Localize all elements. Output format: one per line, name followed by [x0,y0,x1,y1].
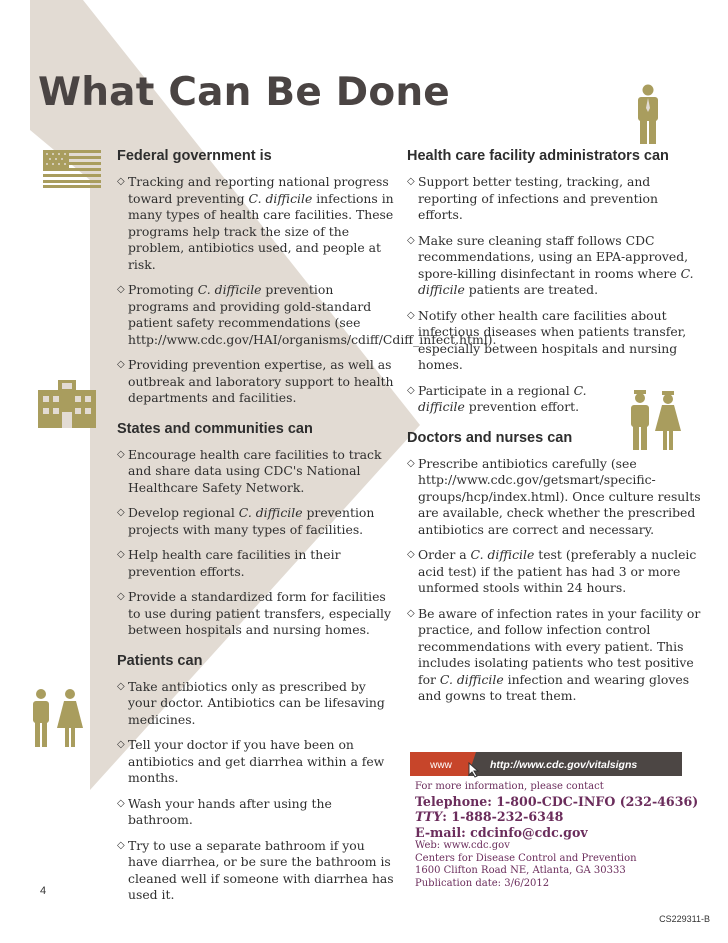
list-item: ◇ Notify other health care facilities about infectious diseases when patients transfer, especially between hospitals and nursing homes. [407,308,702,374]
list-item: ◇ Support better testing, tracking, and reporting of infections and prevention efforts. [407,174,702,224]
contact-info [415,781,715,890]
email: E-mail: cdcinfo@cdc.gov [415,824,588,840]
publication-date: Publication date: 3/6/2012 [415,877,550,889]
www-label: www [430,760,452,771]
list-item: ◇ Participate in a regional C. difficile prevention effort. [407,383,702,416]
org-name: Centers for Disease Control and Prevention [415,852,637,864]
list-item: ◇ Wash your hands after using the bathroom. [117,796,397,829]
states-heading: States and communities can [117,420,313,437]
list-item: ◇ Tracking and reporting national progress toward preventing C. difficile infections in many types of health care facilities. These programs help track the size of the problem, antibiotics used, and people at risk. [117,174,397,273]
list-item: ◇ Promoting C. difficile prevention programs and providing gold-standard patient safety recommendations (see http://www.cdc.gov/HAI/organisms/cdiff/Cdiff_infect.html). [117,282,397,348]
page-number: 4 [40,885,47,897]
list-item: ◇ Take antibiotics only as prescribed by your doctor. Antibiotics can be lifesaving medicines. [117,679,397,729]
states-section [117,421,397,639]
list-item: ◇ Develop regional C. difficile prevention projects with many types of facilities. [117,505,397,538]
list-item: ◇ Try to use a separate bathroom if you have diarrhea, or be sure the bathroom is cleaned well if someone with diarrhea has used it. [117,838,397,904]
patients-heading: Patients can [117,652,203,669]
admins-heading: Health care facility administrators can [407,148,669,164]
list-item: ◇ Encourage health care facilities to track and share data using CDC's National Healthcare Safety Network. [117,447,397,497]
vitalsigns-url[interactable]: http://www.cdc.gov/vitalsigns [490,759,638,771]
doctors-section [407,430,702,705]
page-title: What Can Be Done [38,70,450,115]
administrator-icon [636,84,660,144]
list-item: ◇ Prescribe antibiotics carefully (see http://www.cdc.gov/getsmart/specific-groups/hcp/index.html). Once culture results are available, check whether the prescribed antibiotics are correct and necessary. [407,456,702,539]
federal-heading: Federal government is [117,148,272,164]
list-item: ◇ Provide a standardized form for facilities to use during patient transfers, especially between hospitals and nursing homes. [117,589,397,639]
federal-section [117,148,497,407]
patients-section [117,653,397,904]
list-item: ◇ Make sure cleaning staff follows CDC recommendations, using an EPA-approved, spore-killing disinfectant in rooms where C. difficile patients are treated. [407,233,702,299]
web: Web: www.cdc.gov [415,840,510,851]
contact-intro: For more information, please contact [415,781,604,792]
telephone: Telephone: 1-800-CDC-INFO (232-4636) [415,793,699,809]
building-icon [38,380,96,428]
patients-icon [28,688,84,748]
right-column [407,148,702,714]
list-item: ◇ Order a C. difficile test (preferably a nucleic acid test) if the patient has had 3 or more unformed stools within 24 hours. [407,547,702,597]
document-code: CS229311-B [659,914,710,924]
list-item: ◇ Be aware of infection rates in your facility or practice, and follow infection control recommendations with every patient. This includes isolating patients who test positive for C. difficile infection and wearing gloves and gowns to treat them. [407,606,702,705]
cursor-arrow-icon [468,762,480,778]
list-item: ◇ Tell your doctor if you have been on antibiotics and get diarrhea within a few months. [117,737,397,787]
address: 1600 Clifton Road NE, Atlanta, GA 30333 [415,865,626,876]
list-item: ◇ Providing prevention expertise, as well as outbreak and laboratory support to health departments and facilities. [117,357,397,407]
tty: TTY: 1-888-232-6348 [415,809,564,824]
admins-section [407,148,702,416]
list-item: ◇ Help health care facilities in their prevention efforts. [117,547,397,580]
us-flag-icon [43,150,101,188]
vitalsigns-link-bar[interactable] [410,752,682,776]
doctors-heading: Doctors and nurses can [407,429,573,446]
